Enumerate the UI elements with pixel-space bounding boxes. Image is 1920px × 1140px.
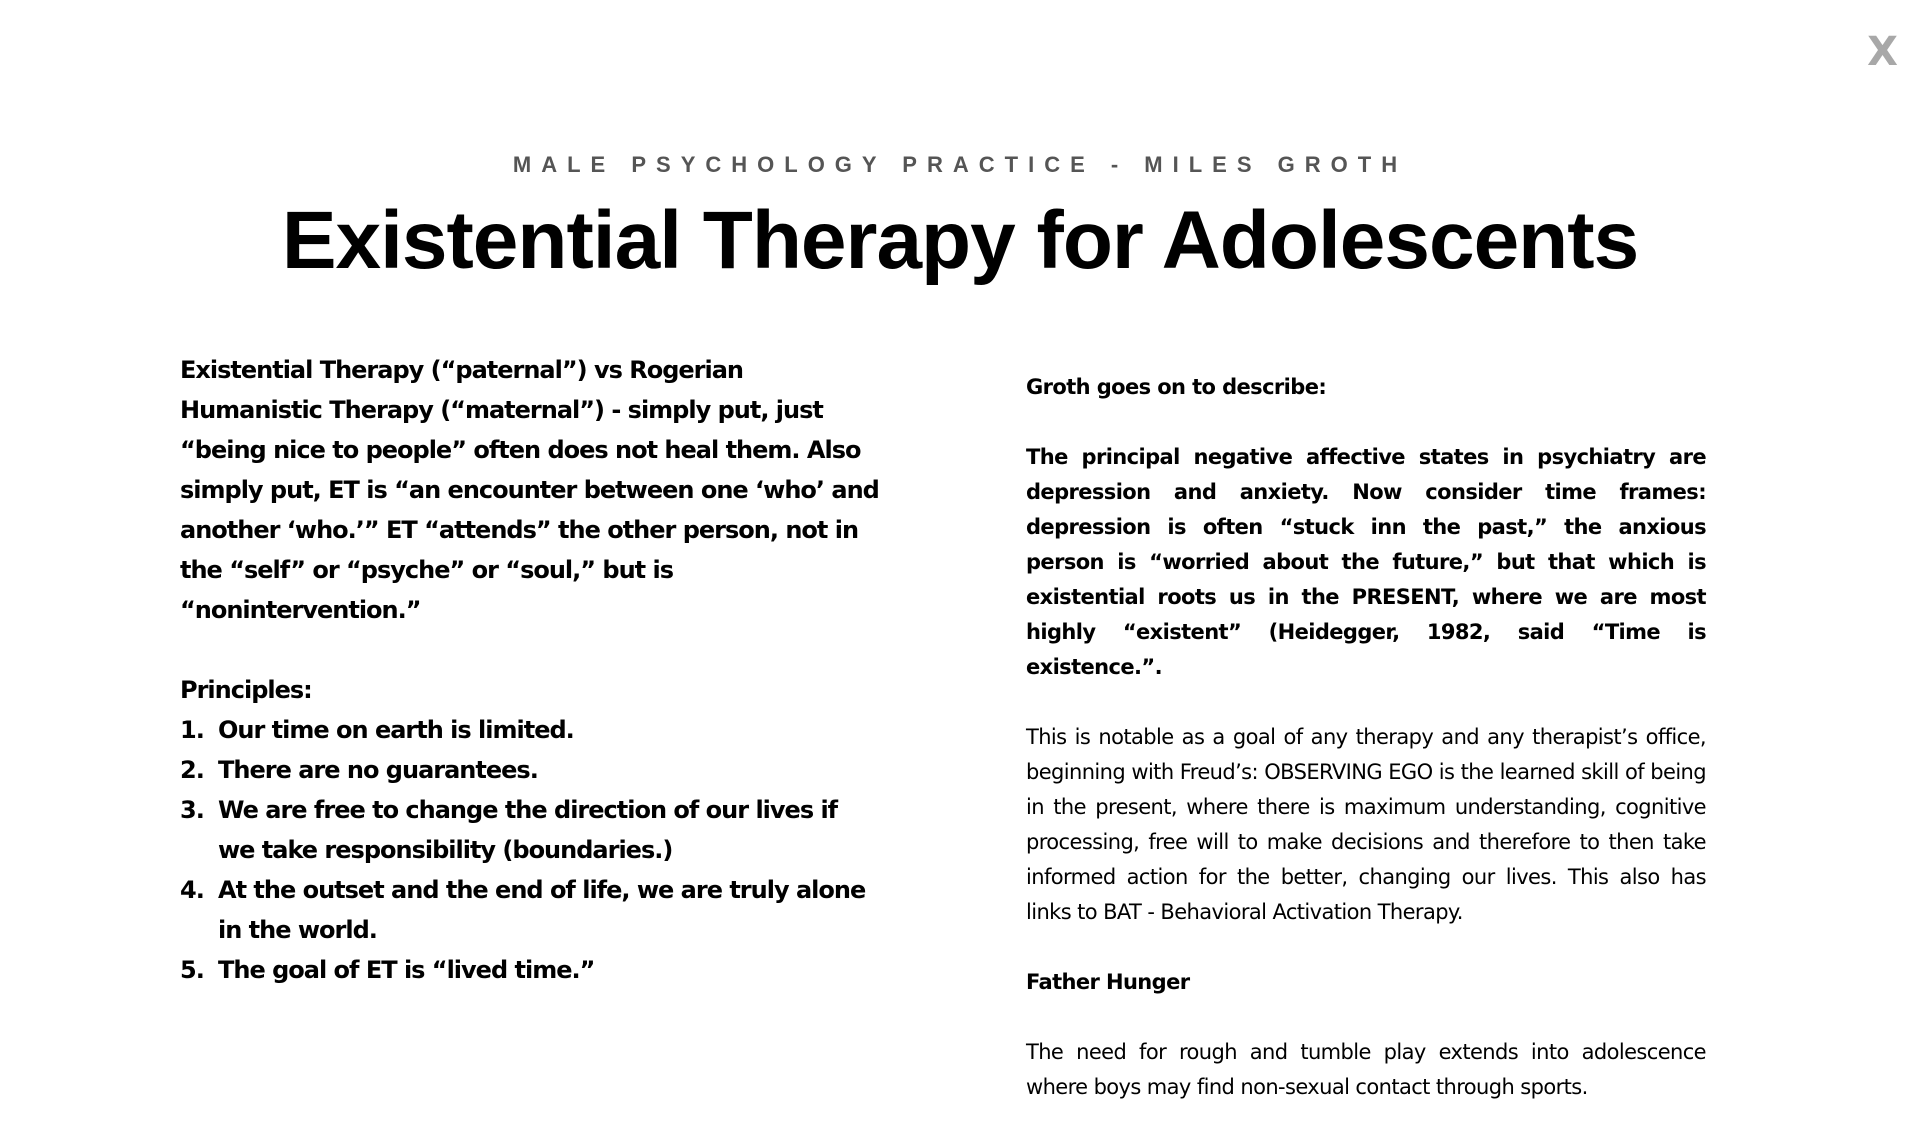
father-hunger-heading: Father Hunger [1026,970,1190,994]
list-item [180,710,880,750]
list-item-number: 4. [180,876,204,904]
list-item [180,950,880,990]
list-item-text: We are free to change the direction of our lives if we take responsibility (boundaries.) [218,796,838,864]
list-item-number: 5. [180,956,204,984]
describe-heading: Groth goes on to describe: [1026,375,1327,399]
list-item-text: There are no guarantees. [218,756,538,784]
right-column [1026,370,1706,1140]
page-title: Existential Therapy for Adolescents [281,195,1639,286]
list-item [180,870,880,950]
list-item-text: The goal of ET is “lived time.” [218,956,595,984]
list-item [180,750,880,790]
principles-label: Principles: [180,676,312,704]
left-column [180,350,880,990]
list-item-number: 2. [180,756,204,784]
close-button[interactable]: X [1867,29,1898,75]
intro-paragraph: Existential Therapy (“paternal”) vs Rogerian Humanistic Therapy (“maternal”) - simply put, just “being nice to people” often does not heal them. Also simply put, ET is “an encounter between one ‘who’ and another ‘who.’” ET “attends” the other person, not in the “self” or “psyche” or “soul,” but is “nonintervention.” [180,356,879,624]
affective-states-paragraph: The principal negative affective states in psychiatry are depression and anxiety. Now consider time frames: depression is often “stuck inn the past,” the anxious person is “worried about the future,” but that which is existential roots us in the PRESENT, where we are most highly “existent” (Heidegger, 1982, said “Time is existence.”. [1026,445,1706,679]
list-item-number: 3. [180,796,204,824]
list-item-text: Our time on earth is limited. [218,716,574,744]
list-item [180,790,880,870]
rough-play-paragraph: The need for rough and tumble play extends into adolescence where boys may find non-sexual contact through sports. [1026,1040,1706,1099]
section-eyebrow: MALE PSYCHOLOGY PRACTICE - MILES GROTH [512,152,1408,177]
list-item-number: 1. [180,716,204,744]
observing-ego-paragraph: This is notable as a goal of any therapy and any therapist’s office, beginning with Freud’s: OBSERVING EGO is the learned skill of being in the present, where there is maximum understanding, cognitive processing, free will to make decisions and therefore to then take informed action for the better, changing our lives. This also has links to BAT - Behavioral Activation Therapy. [1026,725,1706,924]
list-item-text: At the outset and the end of life, we are truly alone in the world. [218,876,866,944]
principles-list [180,710,880,990]
